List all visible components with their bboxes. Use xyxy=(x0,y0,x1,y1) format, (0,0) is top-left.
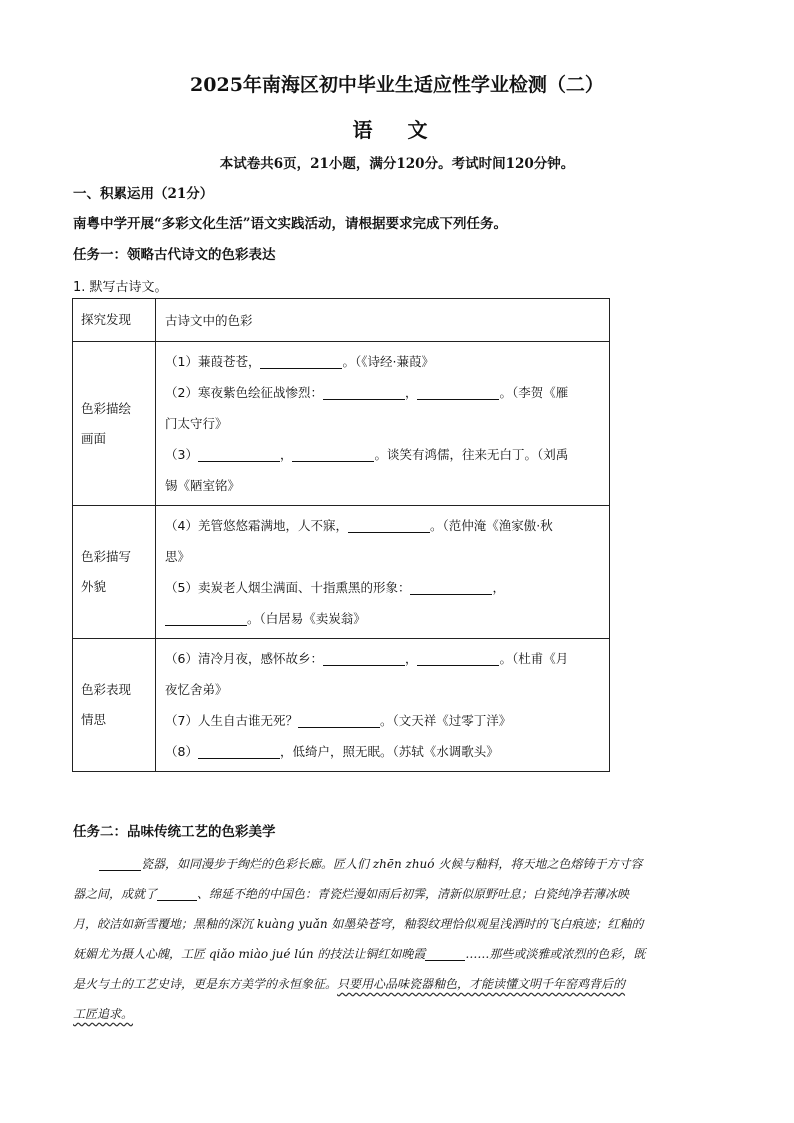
passage-line xyxy=(73,999,721,1029)
wavy-underlined-sentence: 只要用心品味瓷器釉色，才能读懂文明千年窑鸡背后的 xyxy=(337,977,626,991)
passage-line: 器之间，成就了 、绵延不绝的中国色：青瓷烂漫如雨后初霁，清新似原野吐息；白瓷纯净若薄冰映 xyxy=(73,887,630,901)
section-heading: 一、积累运用（21分） xyxy=(73,186,214,202)
task-one-heading: 任务一：领略古代诗文的色彩表达 xyxy=(73,247,276,263)
activity-intro: 南粤中学开展“多彩文化生活”语文实践活动，请根据要求完成下列任务。 xyxy=(73,216,508,232)
fill-line: 。（白居易《卖炭翁》 xyxy=(165,603,599,634)
blank-input[interactable] xyxy=(260,354,342,369)
blank-input[interactable] xyxy=(198,447,280,462)
blank-input[interactable] xyxy=(417,651,499,666)
blank-input[interactable] xyxy=(410,580,492,595)
reading-passage xyxy=(73,849,721,1029)
subject-title: 语 文 xyxy=(352,118,442,142)
category-cell: 色彩表现 情思 xyxy=(73,639,156,772)
fill-line: （7）人生自古谁无死？ 。（文天祥《过零丁洋》 xyxy=(165,713,512,728)
blank-input[interactable] xyxy=(198,744,280,759)
fill-line: 锡《陋室铭》 xyxy=(165,478,241,493)
exam-info: 本试卷共6页，21小题，满分120分。考试时间120分钟。 xyxy=(219,156,575,172)
passage-line: 妩媚尤为摄人心魄，工匠 qiǎo miào jué lún 的技法让铜红如晚霞 ……那些或淡雅或浓烈的色彩，既 xyxy=(73,947,646,961)
blank-input[interactable] xyxy=(417,385,499,400)
fill-line: 门太守行》 xyxy=(165,416,228,431)
fill-line: （8） ，低绮户，照无眠。（苏轼《水调歌头》 xyxy=(165,744,499,759)
table-header-row xyxy=(73,299,610,342)
passage-line: 是火与土的工艺史诗，更是东方美学的永恒象征。只要用心品味瓷器釉色，才能读懂文明千年窑鸡背后的 xyxy=(73,977,626,991)
table-row xyxy=(73,506,610,639)
fill-line: 思》 xyxy=(165,549,191,564)
blank-input[interactable] xyxy=(348,518,430,533)
blank-input[interactable] xyxy=(99,857,141,871)
category-cell: 色彩描绘 画面 xyxy=(73,342,156,506)
category-cell: 色彩描写 外貌 xyxy=(73,506,156,639)
blank-input[interactable] xyxy=(323,651,405,666)
fill-line: （4）羌管悠悠霜满地，人不寐， 。（范仲淹《渔家傲·秋 xyxy=(165,518,553,533)
poetry-table xyxy=(72,298,610,772)
blank-input[interactable] xyxy=(425,947,465,961)
table-header-cell: 探究发现 xyxy=(73,299,156,342)
table-row xyxy=(73,639,610,772)
blank-input[interactable] xyxy=(323,385,405,400)
content-cell xyxy=(156,506,610,639)
blank-input[interactable] xyxy=(157,887,197,901)
fill-line: 夜忆舍弟》 xyxy=(165,682,228,697)
passage-line: 月，皎洁如新雪覆地；黑釉的深沉 kuàng yuǎn 如墨染苍穹，釉裂纹理恰似观星浅酒时的飞白痕迹；红釉的 xyxy=(73,917,644,931)
content-cell xyxy=(156,342,610,506)
passage-line: 瓷器，如同漫步于绚烂的色彩长廊。匠人们 zhēn zhuó 火候与釉料，将天地之色熔铸于方寸容 xyxy=(73,849,721,879)
fill-line: （2）寒夜紫色绘征战惨烈： ， 。（李贺《雁 xyxy=(165,385,569,400)
fill-line: （1）蒹葭苍苍， 。（《诗经·蒹葭》 xyxy=(165,354,434,369)
fill-line: （5）卖炭老人烟尘满面、十指熏黑的形象： ， xyxy=(165,580,505,595)
content-cell xyxy=(156,639,610,772)
table-row xyxy=(73,342,610,506)
question-one-label: 1. 默写古诗文。 xyxy=(73,280,168,295)
wavy-underlined-sentence: 工匠追求。 xyxy=(73,1007,134,1021)
fill-line: （6）清冷月夜，感怀故乡： ， 。（杜甫《月 xyxy=(165,651,569,666)
table-header-cell: 古诗文中的色彩 xyxy=(156,299,610,342)
blank-input[interactable] xyxy=(165,611,247,626)
fill-line: （3） ， 。谈笑有鸿儒，往来无白丁。（刘禹 xyxy=(165,447,569,462)
page-title: 2025年南海区初中毕业生适应性学业检测（二） xyxy=(190,74,604,96)
blank-input[interactable] xyxy=(298,713,380,728)
blank-input[interactable] xyxy=(292,447,374,462)
task-two-heading: 任务二：品味传统工艺的色彩美学 xyxy=(73,824,276,840)
